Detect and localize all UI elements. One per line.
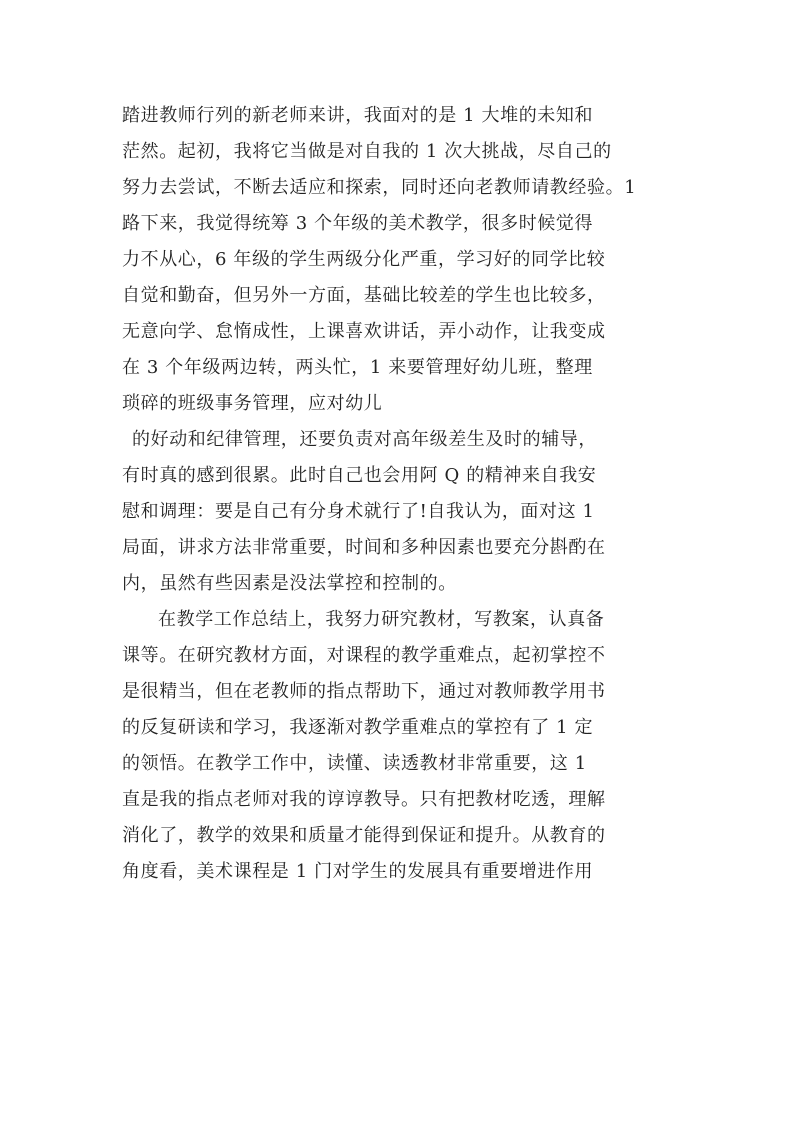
text-line-15: 在教学工作总结上，我努力研究教材，写教案，认真备: [158, 609, 605, 630]
text-line-2: 茫然。起初，我将它当做是对自我的 1 次大挑战，尽自己的: [122, 141, 612, 162]
text-line-22: 角度看，美术课程是 1 门对学生的发展具有重要增进作用: [122, 861, 594, 882]
text-line-14: 内，虽然有些因素是没法掌控和控制的。: [122, 573, 457, 594]
text-line-4: 路下来，我觉得统筹 3 个年级的美术教学，很多时候觉得: [122, 213, 594, 234]
text-line-11: 有时真的感到很累。此时自己也会用阿 Q 的精神来自我安: [122, 465, 597, 486]
text-line-9: 琐碎的班级事务管理，应对幼儿: [122, 393, 383, 414]
text-line-12: 慰和调理：要是自己有分身术就行了!自我认为，面对这 1: [122, 501, 595, 522]
text-line-17: 是很精当，但在老教师的指点帮助下，通过对教师教学用书: [122, 681, 606, 702]
text-line-18: 的反复研读和学习，我逐渐对教学重难点的掌控有了 1 定: [122, 717, 594, 738]
text-line-8: 在 3 个年级两边转，两头忙，1 来要管理好幼儿班，整理: [122, 357, 593, 378]
text-line-6: 自觉和勤奋，但另外一方面，基础比较差的学生也比较多，: [122, 285, 606, 306]
text-line-21: 消化了，教学的效果和质量才能得到保证和提升。从教育的: [122, 825, 606, 846]
body-text: [122, 98, 682, 890]
text-line-13: 局面，讲求方法非常重要，时间和多种因素也要充分斟酌在: [122, 537, 606, 558]
text-line-5: 力不从心，6 年级的学生两级分化严重，学习好的同学比较: [122, 249, 606, 270]
text-line-3: 努力去尝试，不断去适应和探索，同时还向老教师请教经验。1: [122, 177, 637, 198]
text-line-1: 踏进教师行列的新老师来讲，我面对的是 1 大堆的未知和: [122, 105, 594, 126]
text-line-19: 的领悟。在教学工作中，读懂、读透教材非常重要，这 1: [122, 753, 587, 774]
text-line-16: 课等。在研究教材方面，对课程的教学重难点，起初掌控不: [122, 645, 606, 666]
text-line-7: 无意向学、怠惰成性，上课喜欢讲话，弄小动作，让我变成: [122, 321, 606, 342]
text-line-20: 直是我的指点老师对我的谆谆教导。只有把教材吃透，理解: [122, 789, 606, 810]
text-line-10: 的好动和纪律管理，还要负责对高年级差生及时的辅导，: [132, 429, 597, 450]
